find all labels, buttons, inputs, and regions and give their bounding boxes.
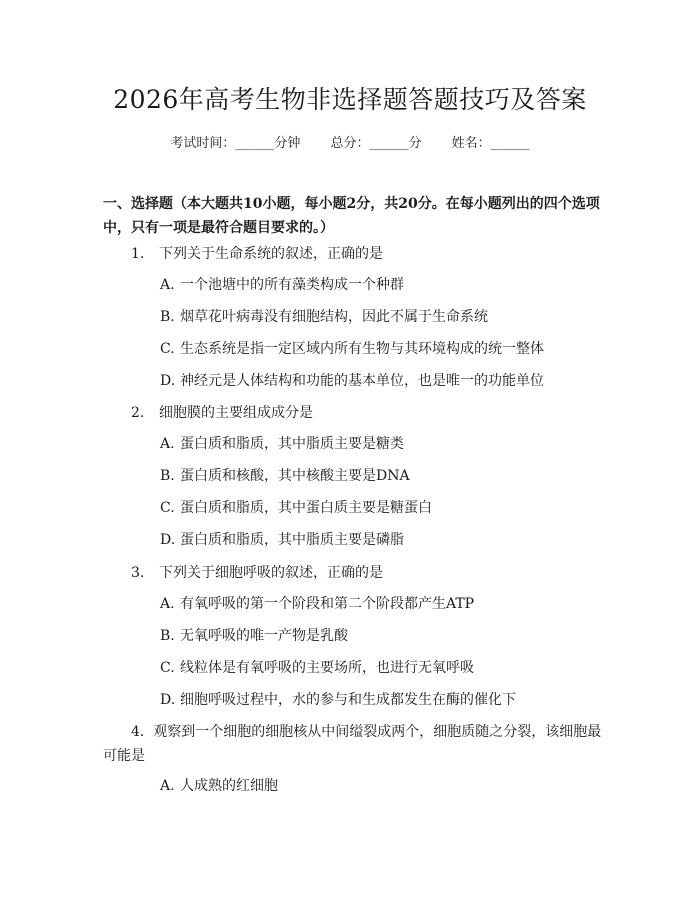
option-1b — [160, 304, 488, 330]
option-text: 神经元是人体结构和功能的基本单位，也是唯一的功能单位 — [180, 373, 544, 389]
exam-time-field: 考试时间：______分钟 — [170, 136, 301, 151]
option-4a — [160, 773, 278, 799]
option-text: 蛋白质和脂质，其中蛋白质主要是糖蛋白 — [180, 500, 432, 516]
exam-meta — [0, 132, 700, 151]
option-text: 蛋白质和核酸，其中核酸主要是DNA — [180, 468, 410, 484]
option-2b — [160, 463, 410, 489]
option-2c — [160, 495, 432, 521]
option-3b — [160, 623, 348, 649]
option-3a — [160, 591, 474, 617]
option-text: 蛋白质和脂质，其中脂质主要是糖类 — [180, 436, 404, 452]
option-letter: C. — [160, 660, 175, 676]
option-text: 有氧呼吸的第一个阶段和第二个阶段都产生ATP — [180, 596, 475, 612]
student-name-field: 姓名：______ — [451, 136, 530, 151]
option-letter: A. — [160, 778, 175, 794]
option-text: 烟草花叶病毒没有细胞结构，因此不属于生命系统 — [180, 309, 488, 325]
option-text: 人成熟的红细胞 — [180, 778, 278, 794]
option-text: 细胞呼吸过程中，水的参与和生成都发生在酶的催化下 — [180, 692, 516, 708]
option-1c — [160, 336, 544, 362]
question-3 — [131, 560, 383, 586]
option-2d — [160, 527, 404, 553]
option-letter: C. — [160, 341, 175, 357]
question-number: 2. — [131, 405, 145, 421]
option-text: 无氧呼吸的唯一产物是乳酸 — [180, 628, 348, 644]
option-letter: A. — [160, 277, 175, 293]
option-letter: A. — [160, 596, 175, 612]
option-letter: C. — [160, 500, 175, 516]
option-3c — [160, 655, 474, 681]
section-heading: 一、选择题（本大题共10小题，每小题2分，共20分。在每小题列出的四个选项中，只有一项是最符合题目要求的。） — [103, 196, 600, 236]
option-text: 一个池塘中的所有藻类构成一个种群 — [180, 277, 404, 293]
option-1d — [160, 368, 544, 394]
question-stem: 下列关于细胞呼吸的叙述，正确的是 — [159, 565, 383, 581]
option-letter: D. — [160, 373, 176, 389]
question-1 — [131, 241, 383, 267]
question-stem: 下列关于生命系统的叙述，正确的是 — [159, 246, 383, 262]
question-number: 3. — [131, 565, 145, 581]
question-stem: 细胞膜的主要组成成分是 — [159, 405, 313, 421]
question-stem: 观察到一个细胞的细胞核从中间缢裂成两个，细胞质随之分裂，该细胞最可能是 — [103, 724, 602, 764]
option-text: 生态系统是指一定区域内所有生物与其环境构成的统一整体 — [180, 341, 544, 357]
option-letter: B. — [160, 628, 175, 644]
option-letter: B. — [160, 468, 175, 484]
option-letter: D. — [160, 692, 176, 708]
option-3d — [160, 687, 516, 713]
question-4 — [103, 720, 603, 768]
question-number: 1. — [131, 246, 145, 262]
option-letter: B. — [160, 309, 175, 325]
document-title: 2026年高考生物非选择题答题技巧及答案 — [113, 85, 587, 114]
option-letter: A. — [160, 436, 175, 452]
option-text: 蛋白质和脂质，其中脂质主要是磷脂 — [180, 532, 404, 548]
question-number: 4. — [131, 724, 145, 740]
option-letter: D. — [160, 532, 176, 548]
option-1a — [160, 272, 404, 298]
option-text: 线粒体是有氧呼吸的主要场所，也进行无氧呼吸 — [180, 660, 474, 676]
question-2 — [131, 400, 313, 426]
option-2a — [160, 431, 404, 457]
total-score-field: 总分：______分 — [330, 136, 422, 151]
